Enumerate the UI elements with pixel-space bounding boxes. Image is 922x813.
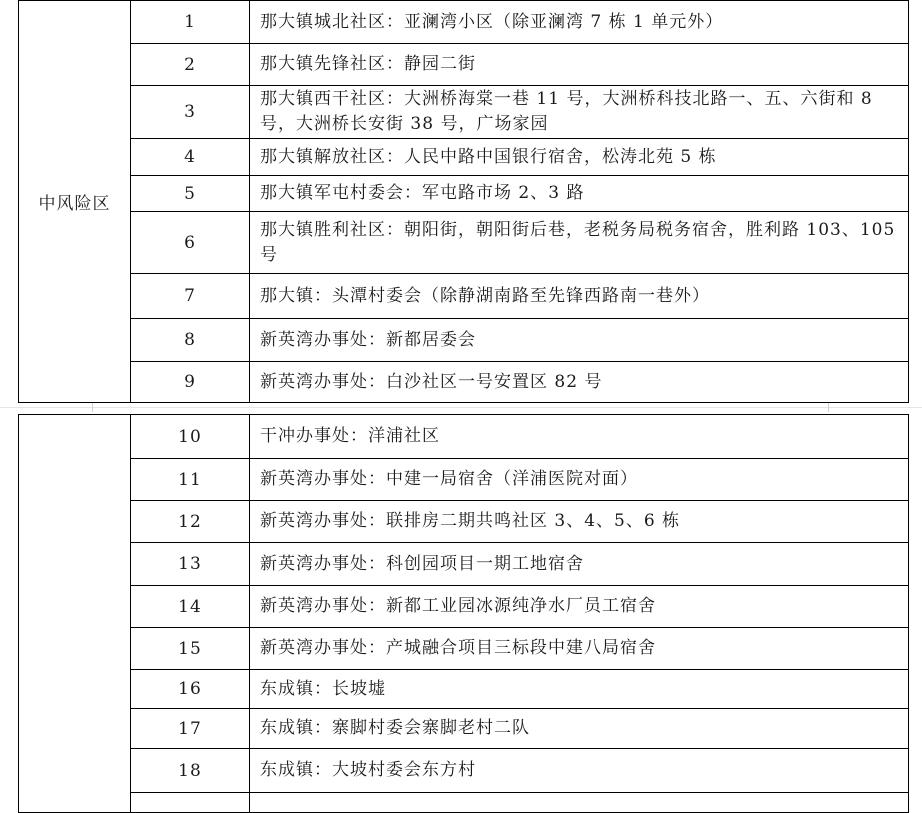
row-description: 新英湾办事处：白沙社区一号安置区 82 号 bbox=[250, 362, 909, 403]
row-description: 新英湾办事处：产城融合项目三标段中建八局宿舍 bbox=[250, 628, 909, 670]
table-row bbox=[19, 709, 909, 749]
row-number: 12 bbox=[131, 501, 250, 543]
row-number: 4 bbox=[131, 139, 250, 176]
table-row bbox=[19, 139, 909, 176]
table-row bbox=[19, 1, 909, 44]
table-row bbox=[19, 176, 909, 212]
page-break-tick bbox=[828, 403, 829, 412]
row-number: 15 bbox=[131, 628, 250, 670]
row-number: 10 bbox=[131, 415, 250, 459]
page-break-line bbox=[0, 407, 922, 408]
row-number: 5 bbox=[131, 176, 250, 212]
row-description: 那大镇西干社区：大洲桥海棠一巷 11 号，大洲桥科技北路一、五、六街和 8 号，大洲桥长安街 38 号，广场家园 bbox=[250, 86, 909, 139]
row-description: 新英湾办事处：新都工业园冰源纯净水厂员工宿舍 bbox=[250, 586, 909, 628]
table-row bbox=[19, 670, 909, 709]
table-row bbox=[19, 749, 909, 793]
table-row bbox=[19, 274, 909, 319]
row-number: 9 bbox=[131, 362, 250, 403]
row-number: 16 bbox=[131, 670, 250, 709]
row-number: 2 bbox=[131, 44, 250, 86]
row-number: 13 bbox=[131, 543, 250, 586]
category-cell bbox=[19, 415, 131, 813]
table-row bbox=[19, 319, 909, 362]
row-description: 新英湾办事处：联排房二期共鸣社区 3、4、5、6 栋 bbox=[250, 501, 909, 543]
table-row bbox=[19, 543, 909, 586]
row-description: 干冲办事处：洋浦社区 bbox=[250, 415, 909, 459]
row-number: 8 bbox=[131, 319, 250, 362]
row-description: 东成镇：长坡墟 bbox=[250, 670, 909, 709]
table-row bbox=[19, 501, 909, 543]
row-number: 11 bbox=[131, 459, 250, 501]
risk-area-table-part-1 bbox=[18, 0, 909, 403]
row-number: 6 bbox=[131, 212, 250, 274]
table-row bbox=[19, 586, 909, 628]
row-description: 那大镇城北社区：亚澜湾小区（除亚澜湾 7 栋 1 单元外） bbox=[250, 1, 909, 44]
category-cell bbox=[19, 1, 131, 403]
table-row bbox=[19, 628, 909, 670]
table-row bbox=[19, 362, 909, 403]
row-number: 14 bbox=[131, 586, 250, 628]
row-description: 那大镇解放社区：人民中路中国银行宿舍，松涛北苑 5 栋 bbox=[250, 139, 909, 176]
row-description: 新英湾办事处：科创园项目一期工地宿舍 bbox=[250, 543, 909, 586]
row-description: 那大镇：头潭村委会（除静湖南路至先锋西路南一巷外） bbox=[250, 274, 909, 319]
category-label: 中风险区 bbox=[38, 194, 111, 214]
row-description: 那大镇军屯村委会：军屯路市场 2、3 路 bbox=[250, 176, 909, 212]
row-number: 18 bbox=[131, 749, 250, 793]
row-description: 新英湾办事处：中建一局宿舍（洋浦医院对面） bbox=[250, 459, 909, 501]
row-number: 7 bbox=[131, 274, 250, 319]
table-row bbox=[19, 459, 909, 501]
table-row bbox=[19, 415, 909, 459]
row-number: 1 bbox=[131, 1, 250, 44]
row-number: 3 bbox=[131, 86, 250, 139]
risk-area-table-part-2 bbox=[18, 414, 909, 813]
table-row bbox=[19, 86, 909, 139]
table-row bbox=[19, 44, 909, 86]
row-description: 东成镇：大坡村委会东方村 bbox=[250, 749, 909, 793]
row-number: 17 bbox=[131, 709, 250, 749]
row-description: 东成镇：寨脚村委会寨脚老村二队 bbox=[250, 709, 909, 749]
page-break-tick bbox=[92, 403, 93, 412]
row-description: 那大镇先锋社区：静园二街 bbox=[250, 44, 909, 86]
table-row bbox=[19, 212, 909, 274]
row-description: 那大镇胜利社区：朝阳街，朝阳街后巷，老税务局税务宿舍，胜利路 103、105 号 bbox=[250, 212, 909, 274]
row-description: 新英湾办事处：新都居委会 bbox=[250, 319, 909, 362]
